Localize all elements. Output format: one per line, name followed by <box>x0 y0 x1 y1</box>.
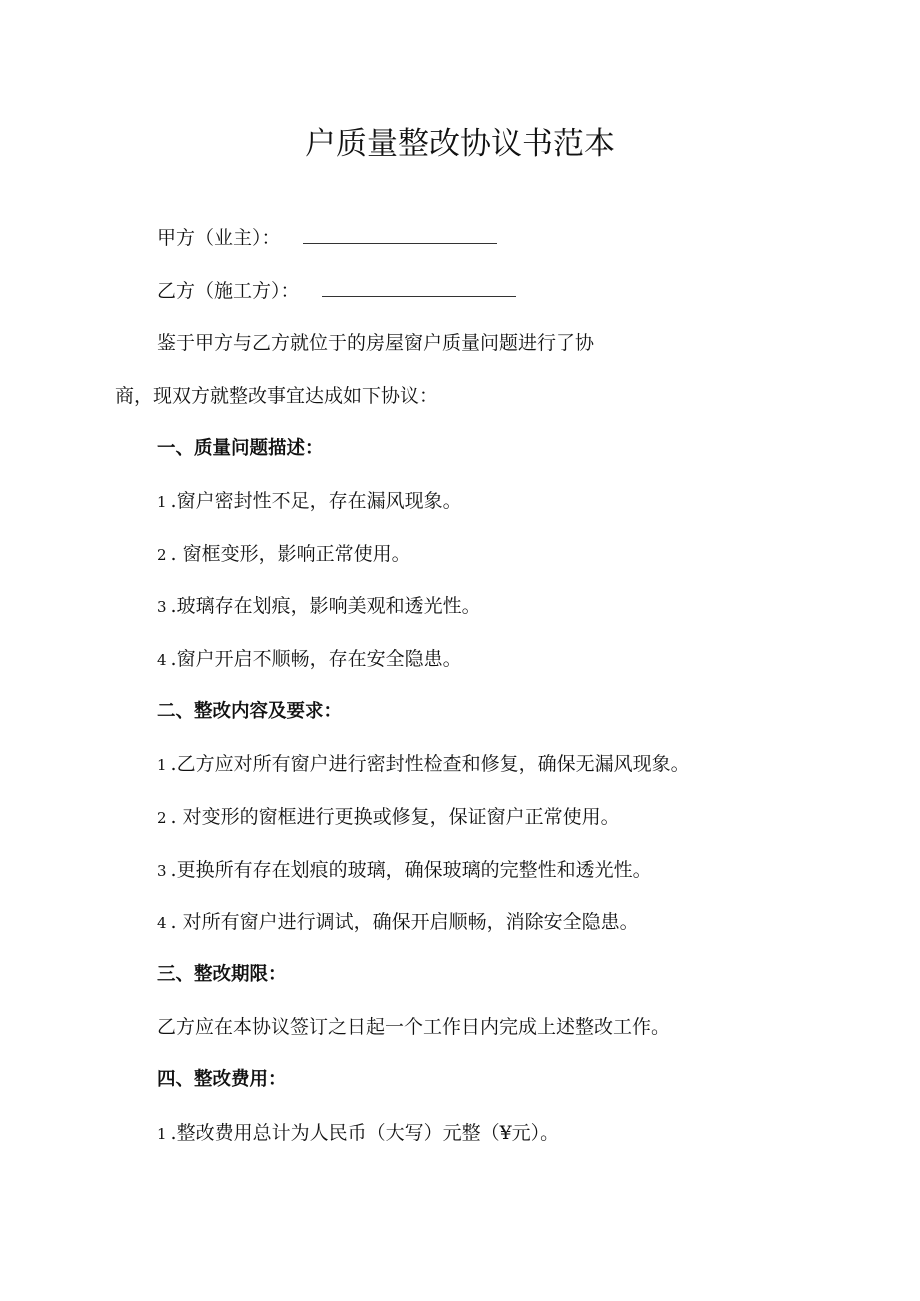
item-number: 2 <box>157 546 167 564</box>
item-text: .整改费用总计为人民币（大写）元整（¥元）。 <box>170 1122 560 1144</box>
section-heading-4: 四、整改费用： <box>157 1069 287 1090</box>
list-item <box>157 752 690 777</box>
list-item <box>157 805 620 830</box>
item-number: 1 <box>157 1125 167 1143</box>
list-item <box>157 647 462 672</box>
item-number: 3 <box>157 862 167 880</box>
item-number: 4 <box>157 651 167 669</box>
item-number: 4 <box>157 914 167 932</box>
section-heading-1: 一、质量问题描述： <box>157 438 324 459</box>
party-a-line <box>157 226 497 250</box>
item-number: 1 <box>157 493 167 511</box>
section-heading-3: 三、整改期限： <box>157 964 287 985</box>
item-text: . 对所有窗户进行调试，确保开启顺畅，消除安全隐患。 <box>170 911 639 933</box>
party-b-label: 乙方（施工方）： <box>157 280 300 302</box>
item-text: .乙方应对所有窗户进行密封性检查和修复，确保无漏风现象。 <box>170 753 690 775</box>
item-number: 1 <box>157 756 167 774</box>
item-number: 3 <box>157 598 167 616</box>
item-number: 2 <box>157 809 167 827</box>
list-item <box>157 594 481 619</box>
list-item <box>157 542 411 567</box>
party-a-label: 甲方（业主）： <box>157 227 281 249</box>
item-text: .窗户密封性不足，存在漏风现象。 <box>170 490 462 512</box>
list-item <box>157 858 652 883</box>
party-b-line <box>157 279 516 303</box>
item-text: .窗户开启不顺畅，存在安全隐患。 <box>170 648 462 670</box>
item-text: .玻璃存在划痕，影响美观和透光性。 <box>170 595 481 617</box>
section-heading-2: 二、整改内容及要求： <box>157 701 343 722</box>
document-title: 户质量整改协议书范本 <box>305 126 615 162</box>
section-paragraph: 乙方应在本协议签订之日起一个工作日内完成上述整改工作。 <box>157 1016 671 1038</box>
list-item <box>157 489 462 514</box>
party-b-blank[interactable] <box>322 282 516 297</box>
item-text: . 窗框变形，影响正常使用。 <box>170 543 411 565</box>
list-item <box>157 1121 559 1146</box>
item-text: .更换所有存在划痕的玻璃，确保玻璃的完整性和透光性。 <box>170 859 652 881</box>
intro-line-2: 商，现双方就整改事宜达成如下协议： <box>115 385 439 407</box>
list-item <box>157 910 639 935</box>
item-text: . 对变形的窗框进行更换或修复，保证窗户正常使用。 <box>170 806 620 828</box>
party-a-blank[interactable] <box>303 229 497 244</box>
intro-line-1: 鉴于甲方与乙方就位于的房屋窗户质量问题进行了协 <box>157 332 595 354</box>
